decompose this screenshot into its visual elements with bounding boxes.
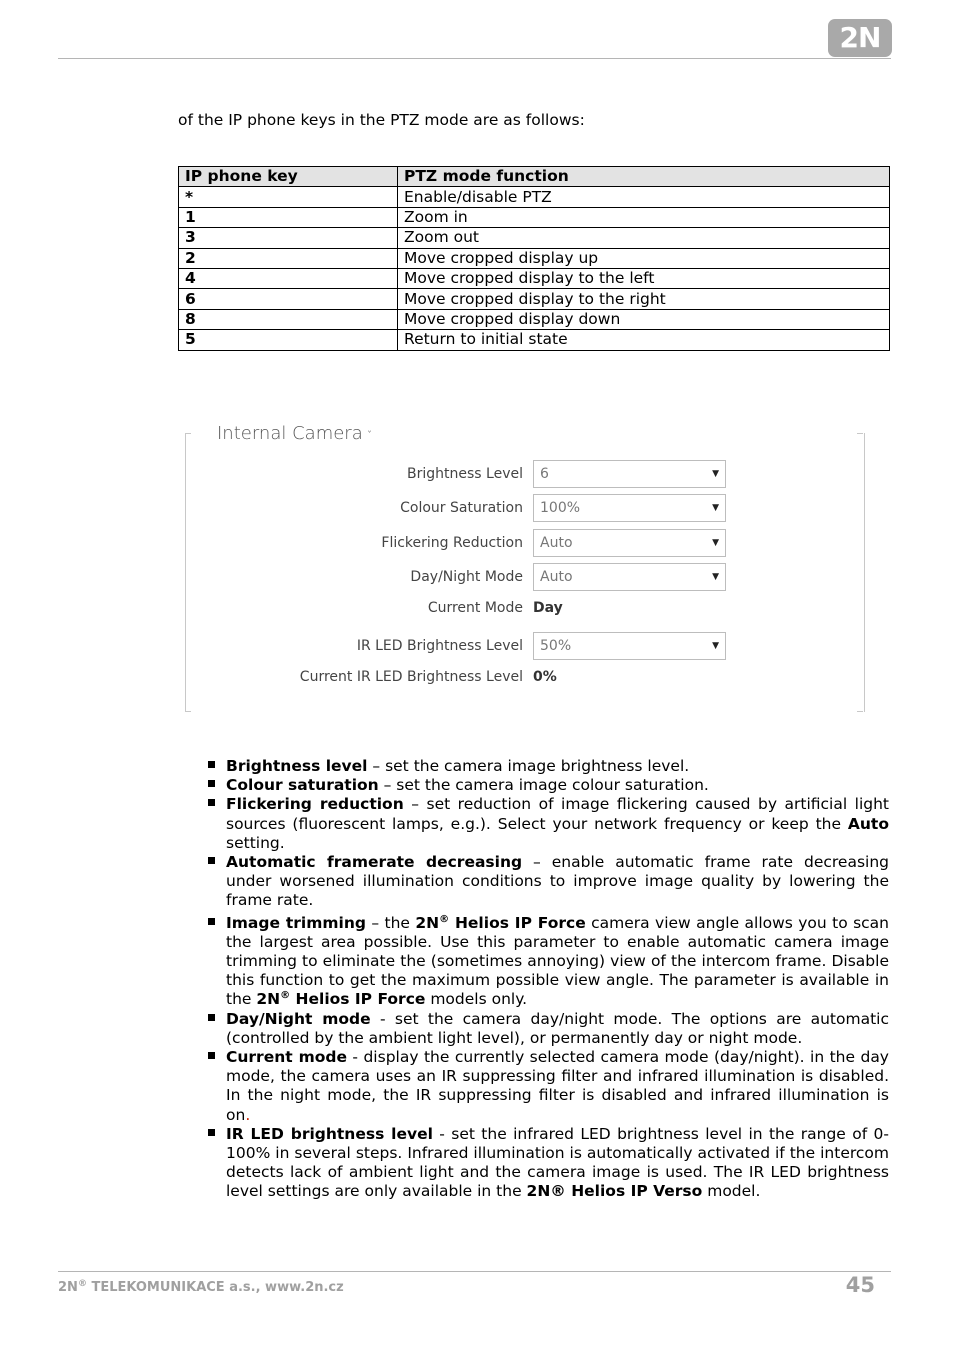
function-cell: Return to initial state	[398, 330, 890, 350]
flickering-reduction-label: Flickering Reduction	[381, 535, 523, 551]
bullet-term: Flickering reduction	[226, 795, 404, 814]
bullet-text: model.	[702, 1182, 761, 1201]
dropdown-arrow-icon: ▼	[712, 538, 719, 548]
table-row	[179, 248, 890, 268]
footer-text	[58, 1280, 344, 1295]
bullet-term: Day/Night mode	[226, 1009, 371, 1028]
2n-logo: 2N	[828, 19, 892, 57]
table-row	[179, 268, 890, 288]
table-header-row	[179, 167, 890, 187]
bullet-text: – enable automatic frame rate decreasing under worsened illumination conditions to improve image quality by lowering the frame rate.	[226, 853, 889, 910]
panel-corner	[857, 711, 863, 712]
colour-saturation-select[interactable]	[533, 494, 726, 522]
registered-mark: ®	[280, 990, 291, 1002]
bullet-text: – the	[365, 913, 416, 932]
key-cell: 2	[179, 248, 398, 268]
section-title: Internal Camera	[217, 423, 363, 444]
bullet-text: models only.	[425, 990, 528, 1009]
list-item	[206, 1125, 889, 1202]
bullet-text: – set reduction of image flickering caused by artificial light sources (fluorescent lamps, e.g.). Select your network frequency or keep the	[226, 795, 890, 833]
current-ir-led-brightness-label: Current IR LED Brightness Level	[299, 669, 523, 685]
brightness-level-label: Brightness Level	[407, 466, 523, 482]
panel-corner	[185, 711, 191, 712]
list-item	[206, 1010, 889, 1048]
function-cell: Zoom in	[398, 207, 890, 227]
registered-mark: ®	[77, 1279, 87, 1289]
brand-text: 2N	[415, 913, 440, 932]
list-item	[206, 795, 889, 853]
column-header: IP phone key	[179, 167, 398, 187]
intro-text: of the IP phone keys in the PTZ mode are as follows:	[178, 111, 585, 129]
chevron-down-icon: ˇ	[366, 429, 373, 442]
dropdown-arrow-icon: ▼	[712, 503, 719, 513]
brand-name	[256, 990, 425, 1008]
bullet-term: IR LED brightness level	[226, 1124, 433, 1143]
footer-company: TELEKOMUNIKACE a.s., www.2n.cz	[86, 1280, 344, 1295]
bullet-text: setting.	[226, 833, 285, 852]
footer-brand: 2N	[58, 1280, 78, 1295]
bullet-term: Current mode	[226, 1048, 347, 1067]
function-cell: Enable/disable PTZ	[398, 187, 890, 207]
day-night-mode-select[interactable]	[533, 563, 726, 591]
brand-text: 2N	[256, 990, 281, 1009]
current-mode-label: Current Mode	[427, 600, 523, 616]
header-divider	[58, 58, 891, 59]
table-row	[179, 187, 890, 207]
column-header: PTZ mode function	[398, 167, 890, 187]
day-night-mode-label: Day/Night Mode	[410, 569, 523, 585]
list-item	[206, 1048, 889, 1125]
key-cell: 8	[179, 309, 398, 329]
product-name: Helios IP Force	[290, 990, 426, 1009]
ptz-key-table	[178, 166, 890, 351]
bullet-text: – set the camera image colour saturation.	[378, 776, 709, 795]
table-row	[179, 289, 890, 309]
ir-led-brightness-label: IR LED Brightness Level	[356, 638, 523, 654]
flickering-reduction-select[interactable]	[533, 529, 726, 557]
red-period: .	[245, 1105, 251, 1124]
key-cell: *	[179, 187, 398, 207]
list-item	[206, 776, 889, 795]
select-value: Auto	[540, 535, 573, 551]
parameter-list	[206, 757, 889, 1202]
key-cell: 3	[179, 228, 398, 248]
bullet-text: – set the camera image brightness level.	[367, 757, 690, 775]
dropdown-arrow-icon: ▼	[712, 641, 719, 651]
key-cell: 6	[179, 289, 398, 309]
select-value: 50%	[540, 638, 572, 654]
table-row	[179, 228, 890, 248]
colour-saturation-label: Colour Saturation	[400, 500, 523, 516]
select-value: 100%	[540, 500, 581, 516]
panel-corner	[857, 433, 863, 434]
page-number: 45	[845, 1273, 875, 1297]
list-item	[206, 853, 889, 911]
internal-camera-header[interactable]	[217, 423, 372, 444]
ir-led-brightness-select[interactable]	[533, 632, 726, 660]
bullet-term: Image trimming	[226, 913, 366, 932]
key-cell: 1	[179, 207, 398, 227]
product-name: Helios IP Force	[449, 913, 586, 932]
internal-camera-panel	[185, 433, 865, 712]
current-mode-value: Day	[533, 600, 563, 616]
function-cell: Move cropped display up	[398, 248, 890, 268]
model-name: 2N® Helios IP Verso	[526, 1182, 703, 1201]
current-ir-led-brightness-value: 0%	[533, 669, 557, 685]
bullet-text: - set the infrared LED brightness level in the range of 0-100% in several steps. Infrared illumination is automatically activated if the intercom detects lack of ambient light and the camera image is used. The IR LED brightness level settings are only available in the	[226, 1124, 889, 1201]
bullet-text: - set the camera day/night mode. The options are automatic (controlled by the ambient light level), or permanently day or night mode.	[226, 1009, 889, 1047]
table-row	[179, 207, 890, 227]
select-value: Auto	[540, 569, 573, 585]
function-cell: Zoom out	[398, 228, 890, 248]
table-row	[179, 330, 890, 350]
bullet-text: camera view angle allows you to scan the largest area possible. Use this parameter to enable automatic camera image trimming to eliminate the (sometimes annoying) view of the intercom frame. Disable this function to get the maximum possible view angle. The parameter is available in the	[226, 913, 889, 1009]
function-cell: Move cropped display to the right	[398, 289, 890, 309]
key-cell: 5	[179, 330, 398, 350]
footer-divider	[58, 1271, 891, 1272]
dropdown-arrow-icon: ▼	[712, 469, 719, 479]
list-item	[206, 757, 889, 776]
function-cell: Move cropped display to the left	[398, 268, 890, 288]
bullet-term: Auto	[847, 814, 889, 833]
dropdown-arrow-icon: ▼	[712, 572, 719, 582]
bullet-term: Brightness level	[226, 757, 368, 775]
panel-corner	[185, 433, 191, 434]
registered-mark: ®	[439, 913, 450, 925]
table-row	[179, 309, 890, 329]
list-item	[206, 914, 889, 1010]
brightness-level-select[interactable]	[533, 460, 726, 488]
function-cell: Move cropped display down	[398, 309, 890, 329]
bullet-term: Automatic framerate decreasing	[226, 853, 523, 872]
select-value: 6	[540, 466, 549, 482]
bullet-text: - display the currently selected camera mode (day/night). in the day mode, the camera uses an IR suppressing filter and infrared illumination is disabled. In the night mode, the IR suppressing filter is disabled and infrared illumination is on	[226, 1048, 889, 1124]
key-cell: 4	[179, 268, 398, 288]
brand-name	[415, 914, 585, 932]
bullet-term: Colour saturation	[226, 776, 379, 795]
